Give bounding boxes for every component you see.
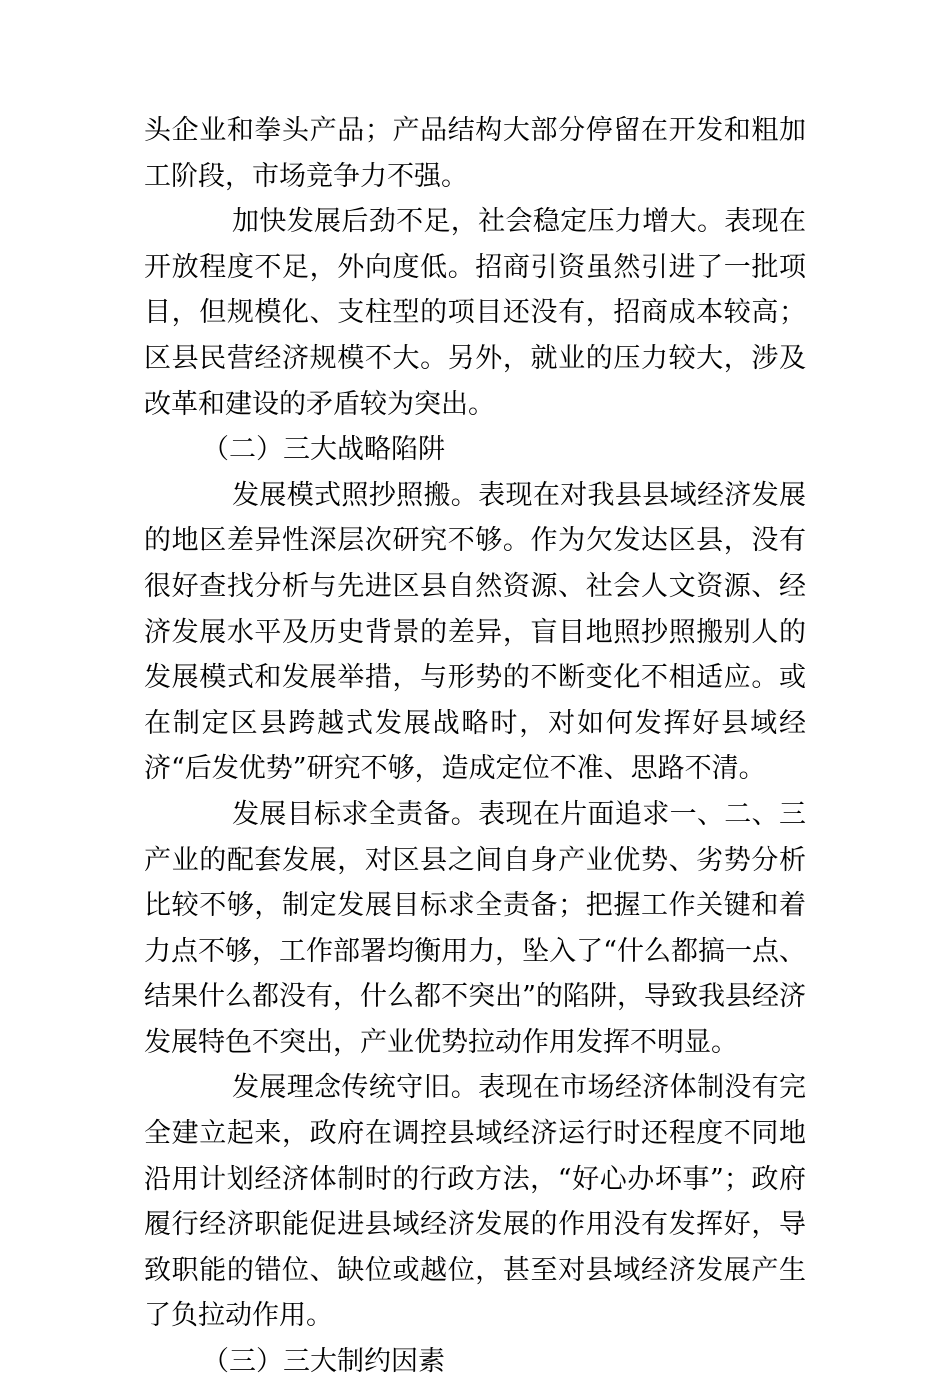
paragraph-development-goals: 发展目标求全责备。表现在片面追求一、二、三产业的配套发展，对区县之间自身产业优势、劣势分析比较不够，制定发展目标求全责备；把握工作关键和着力点不够，工作部署均衡用力，坠入了“什么都搞一点、结果什么都没有，什么都不突出”的陷阱，导致我县经济发展特色不突出，产业优势拉动作用发挥不明显。 (144, 798, 806, 1058)
paragraph-continuation: 头企业和拳头产品；产品结构大部分停留在开发和粗加工阶段，市场竞争力不强。 (144, 115, 806, 192)
paragraph-development-momentum: 加快发展后劲不足，社会稳定压力增大。表现在开放程度不足，外向度低。招商引资虽然引进了一批项目，但规模化、支柱型的项目还没有，招商成本较高；区县民营经济规模不大。另外，就业的压力较大，涉及改革和建设的矛盾较为突出。 (144, 206, 806, 420)
paragraph-development-concept: 发展理念传统守旧。表现在市场经济体制没有完全建立起来，政府在调控县域经济运行时还程度不同地沿用计划经济体制时的行政方法，“好心办坏事”；政府履行经济职能促进县域经济发展的作用没有发挥好，导致职能的错位、缺位或越位，甚至对县域经济发展产生了负拉动作用。 (144, 1072, 806, 1332)
document-body (144, 108, 806, 1385)
section-heading-constraints: （三）三大制约因素 (202, 1346, 445, 1378)
paragraph-development-model: 发展模式照抄照搬。表现在对我县县域经济发展的地区差异性深层次研究不够。作为欠发达区县，没有很好查找分析与先进区县自然资源、社会人文资源、经济发展水平及历史背景的差异，盲目地照抄照搬别人的发展模式和发展举措，与形势的不断变化不相适应。或在制定区县跨越式发展战略时，对如何发挥好县域经济“后发优势”研究不够，造成定位不准、思路不清。 (144, 479, 806, 785)
section-heading-strategic-traps: （二）三大战略陷阱 (202, 434, 445, 466)
